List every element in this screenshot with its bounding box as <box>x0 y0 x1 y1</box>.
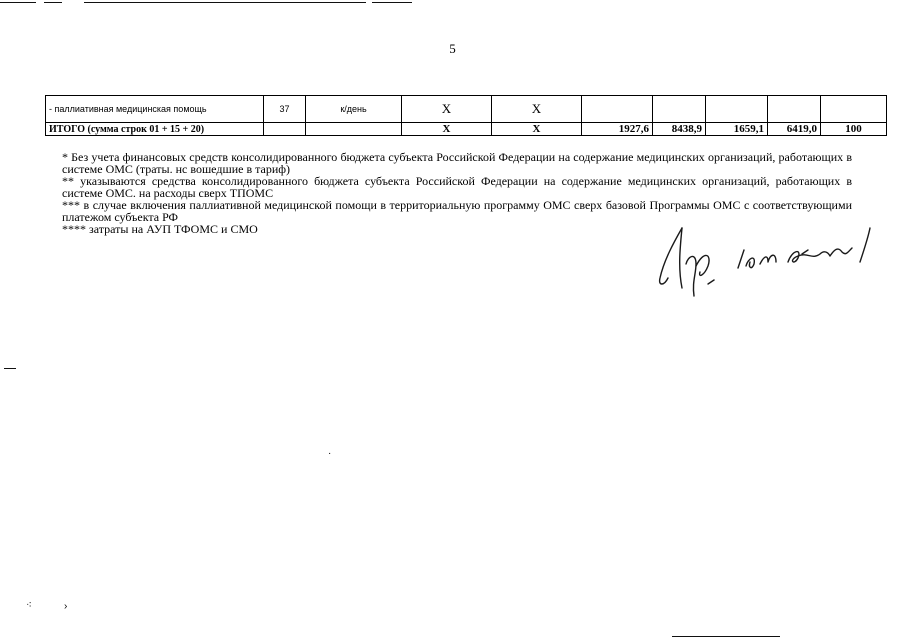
row-value <box>653 96 706 123</box>
row-value <box>768 96 821 123</box>
scan-speck-3: · <box>328 448 332 459</box>
table-row <box>46 96 887 123</box>
table-row-total <box>46 123 887 136</box>
total-label: ИТОГО (сумма строк 01 + 15 + 20) <box>46 123 264 136</box>
row-value <box>706 96 768 123</box>
left-edge-mark <box>4 368 16 369</box>
row-label: - паллиативная медицинская помощь <box>46 96 264 123</box>
total-cell-x: X <box>402 123 492 136</box>
row-value <box>821 96 887 123</box>
top-edge-line-1 <box>0 2 36 3</box>
top-edge-line-3 <box>84 2 366 3</box>
bottom-edge-line <box>672 636 780 637</box>
top-edge-line-4 <box>372 2 412 3</box>
total-value: 100 <box>821 123 887 136</box>
row-cell-x: X <box>402 96 492 123</box>
total-cell-x: X <box>492 123 582 136</box>
scan-speck-2: › <box>64 601 68 612</box>
total-unit <box>306 123 402 136</box>
footnote-4: **** затраты на АУП ТФОМС и СМО <box>62 222 258 236</box>
footnote-3: *** в случае включения паллиативной медицинской помощи в территориальную программу ОМС сверх базовой Программы ОМС с соответствующими платежом субъекта РФ <box>62 198 852 224</box>
scan-speck-1: ⁖ <box>26 600 32 611</box>
handwritten-signature <box>652 220 877 310</box>
signature-drawing <box>652 220 877 305</box>
row-code: 37 <box>264 96 306 123</box>
total-value: 6419,0 <box>768 123 821 136</box>
row-value <box>582 96 653 123</box>
row-cell-x: X <box>492 96 582 123</box>
top-edge-line-2 <box>44 2 62 3</box>
total-value: 1659,1 <box>706 123 768 136</box>
financing-table <box>45 95 887 136</box>
footnote-1: * Без учета финансовых средств консолидированного бюджета субъекта Российской Федерации на содержание медицинских организаций, работающих в системе ОМС (траты. нс вошедшие в тариф) <box>62 150 852 176</box>
total-code <box>264 123 306 136</box>
total-value: 1927,6 <box>582 123 653 136</box>
page-number: 5 <box>449 41 456 56</box>
footnote-2: ** указываются средства консолидированного бюджета субъекта Российской Федерации на содержание медицинских организаций, работающих в системе ОМС. на расходы сверх ТПОМС <box>62 174 852 200</box>
total-value: 8438,9 <box>653 123 706 136</box>
row-unit: к/день <box>306 96 402 123</box>
